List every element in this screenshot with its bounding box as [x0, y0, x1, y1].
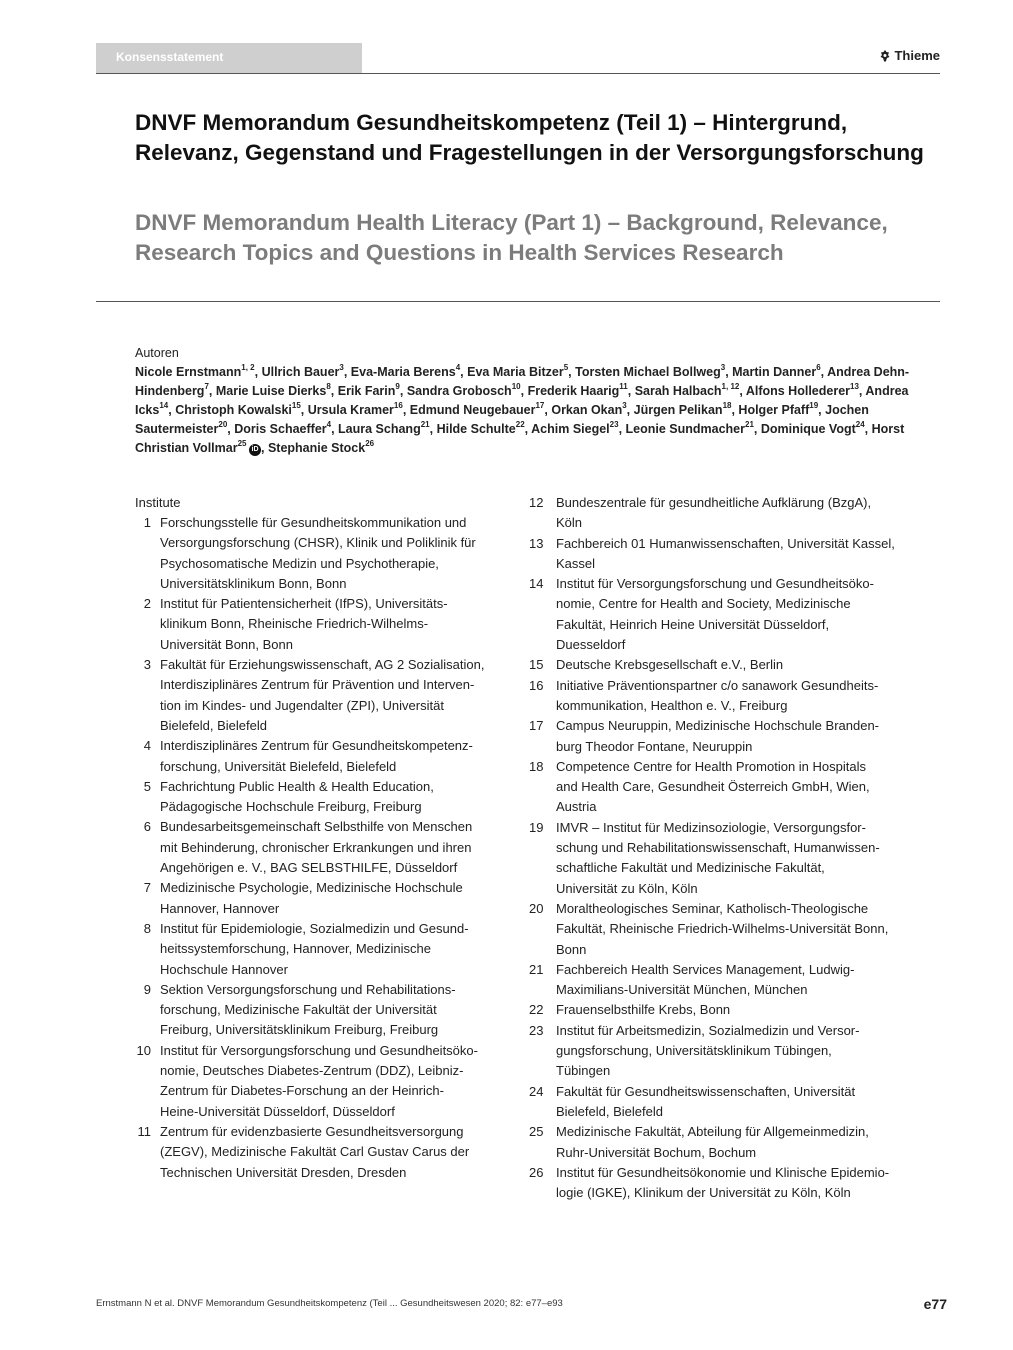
author-affiliation: 15	[291, 400, 301, 410]
institute-number: 19	[529, 819, 544, 835]
institute-item	[135, 878, 510, 919]
institute-text	[151, 513, 510, 594]
author-name: Dominique Vogt	[760, 422, 856, 436]
institute-line: Sektion Versorgungsforschung und Rehabilitations-	[160, 981, 456, 997]
institute-line: Universität Bonn, Bonn	[160, 636, 293, 652]
author-affiliation: 3	[339, 362, 344, 372]
author-name: Torsten Michael Bollweg	[575, 365, 721, 379]
author-name: Doris Schaeffer	[234, 422, 327, 436]
institute-line: Moraltheologisches Seminar, Katholisch-Theologische	[556, 900, 869, 916]
institute-line: forschung, Medizinische Fakultät der Universität	[160, 1002, 437, 1018]
section-label: Konsensstatement	[116, 50, 224, 64]
author-name: Eva-Maria Berens	[350, 365, 456, 379]
institutes-list-left	[135, 513, 510, 1183]
author-affiliation: 24	[855, 419, 865, 429]
author-affiliation: 25	[237, 438, 247, 448]
author-name: Eva Maria Bitzer	[467, 365, 564, 379]
institute-line: tion im Kindes- und Jugendalter (ZPI), Universität	[160, 697, 444, 713]
institute-item	[135, 513, 510, 594]
institute-text	[546, 1021, 909, 1082]
institute-line: Forschungsstelle für Gesundheitskommunikation und	[160, 515, 467, 530]
institute-number: 14	[529, 576, 544, 592]
institute-text	[151, 655, 510, 736]
institute-line: Interdisziplinäres Zentrum für Prävention und Interven-	[160, 677, 475, 693]
institute-number: 1	[143, 515, 151, 530]
institute-number: 23	[529, 1022, 544, 1038]
institute-number: 25	[529, 1124, 544, 1140]
institute-line: Medizinische Psychologie, Medizinische Hochschule	[160, 880, 463, 896]
institute-item	[529, 960, 909, 1001]
author-name: Erik Farin	[337, 384, 396, 398]
author-affiliation: 23	[609, 419, 619, 429]
author-affiliation: 9	[395, 381, 400, 391]
institute-line: Hannover, Hannover	[160, 900, 280, 916]
institute-text	[546, 1122, 909, 1163]
institute-line: and Health Care, Gesundheit Österreich GmbH, Wien,	[556, 779, 870, 795]
institute-line: logie (IGKE), Klinikum der Universität zu Köln, Köln	[556, 1185, 851, 1201]
institute-line: Köln	[556, 515, 583, 531]
institute-line: Fachbereich 01 Humanwissenschaften, Universität Kassel,	[556, 535, 895, 551]
institute-line: Hochschule Hannover	[160, 961, 288, 977]
institute-item	[529, 1163, 909, 1204]
author-affiliation: 21	[420, 419, 430, 429]
institute-line: Psychosomatische Medizin und Psychotherapie,	[160, 555, 439, 571]
thieme-logo-icon	[880, 50, 890, 62]
institute-text	[546, 534, 909, 575]
author-affiliation: 17	[535, 400, 545, 410]
title-rule	[96, 301, 940, 302]
institute-line: Bundeszentrale für gesundheitliche Aufklärung (BzgA),	[556, 495, 872, 510]
institute-item	[135, 736, 510, 777]
section-label-band	[96, 43, 362, 74]
author-name: Christoph Kowalski	[175, 403, 292, 417]
institute-text	[151, 1041, 510, 1122]
institute-line: Institut für Arbeitsmedizin, Sozialmedizin und Versor-	[556, 1022, 860, 1038]
footer-citation: Ernstmann N et al. DNVF Memorandum Gesundheitskompetenz (Teil ... Gesundheitswesen 2020; 82: e77–e93	[96, 1298, 563, 1309]
institute-line: Universitätsklinikum Bonn, Bonn	[160, 575, 347, 591]
institute-text	[151, 817, 510, 878]
institute-line: burg Theodor Fontane, Neuruppin	[556, 738, 753, 754]
institute-item	[529, 655, 909, 675]
institute-line: Fakultät, Rheinische Friedrich-Wilhelms-Universität Bonn,	[556, 921, 889, 937]
institute-number: 11	[137, 1123, 151, 1139]
author-name: Laura Schang	[338, 422, 421, 436]
author-name: Jürgen Pelikan	[633, 403, 723, 417]
institute-line: Maximilians-Universität München, München	[556, 982, 808, 998]
author-name: Alfons Hollederer	[745, 384, 851, 398]
institute-number: 18	[529, 758, 544, 774]
institute-item	[529, 1021, 909, 1082]
author-affiliation: 4	[326, 419, 332, 429]
institute-text	[151, 736, 510, 777]
author-name: Andrea Dehn-Hindenberg	[135, 365, 910, 398]
author-name: Holger Pfaff	[738, 403, 810, 417]
institute-line: Fachbereich Health Services Management, Ludwig-	[556, 961, 855, 977]
institute-text	[546, 493, 909, 534]
author-name: Sandra Grobosch	[406, 384, 512, 398]
institute-line: (ZEGV), Medizinische Fakultät Carl Gustav Carus der	[160, 1144, 470, 1160]
institute-number: 9	[143, 981, 151, 997]
institute-text	[151, 878, 510, 919]
institute-line: Zentrum für Diabetes-Forschung an der Heinrich-	[160, 1083, 444, 1099]
institute-line: Kassel	[556, 555, 596, 571]
institute-line: Bundesarbeitsgemeinschaft Selbsthilfe von Menschen	[160, 819, 473, 835]
author-affiliation: 8	[326, 381, 331, 391]
institute-line: Fakultät für Gesundheitswissenschaften, Universität	[556, 1083, 856, 1099]
institute-item	[135, 594, 510, 655]
institute-number: 17	[529, 718, 544, 734]
institute-line: Institut für Patientensicherheit (IfPS), Universitäts-	[160, 596, 448, 612]
institute-item	[135, 1122, 510, 1183]
institute-line: Versorgungsforschung (CHSR), Klinik und Poliklinik für	[160, 535, 476, 551]
institute-line: Bonn	[556, 941, 587, 957]
institutes-list-right	[529, 493, 909, 1203]
institute-number: 5	[143, 778, 151, 794]
author-affiliation: 3	[622, 400, 627, 410]
author-affiliation: 3	[720, 362, 726, 372]
institute-line: Institut für Versorgungsforschung und Gesundheitsöko-	[556, 576, 874, 592]
institute-line: heitssystemforschung, Hannover, Medizinische	[160, 941, 431, 957]
institute-text	[151, 777, 510, 818]
orcid-icon[interactable]: iD	[249, 444, 261, 456]
institute-item	[529, 676, 909, 717]
institute-item	[529, 716, 909, 757]
institute-text	[151, 1122, 510, 1183]
publisher-name: Thieme	[894, 48, 940, 63]
institute-line: nomie, Deutsches Diabetes-Zentrum (DDZ), Leibniz-	[160, 1063, 464, 1079]
publisher-logo	[880, 48, 940, 63]
institute-line: Bielefeld, Bielefeld	[160, 717, 267, 733]
author-affiliation: 1, 12	[721, 381, 740, 391]
institute-number: 24	[529, 1083, 544, 1099]
institute-text	[546, 1000, 909, 1020]
institutes-label: Institute	[135, 495, 181, 510]
article-title-english: DNVF Memorandum Health Literacy (Part 1) – Background, Relevance, Research Topics and Questions in Health Services Research	[135, 210, 888, 265]
institute-number: 26	[529, 1164, 544, 1180]
institute-item	[135, 1041, 510, 1122]
authors-label: Autoren	[135, 346, 179, 360]
institute-line: Campus Neuruppin, Medizinische Hochschule Branden-	[556, 718, 880, 734]
institute-number: 12	[529, 495, 544, 510]
institute-line: Initiative Präventionspartner c/o sanawork Gesundheits-	[556, 677, 879, 693]
institute-line: Bielefeld, Bielefeld	[556, 1103, 663, 1119]
institute-item	[529, 1122, 909, 1163]
institute-line: Interdisziplinäres Zentrum für Gesundheitskompetenz-	[160, 738, 473, 754]
author-affiliation: 22	[515, 419, 525, 429]
author-name: Ursula Kramer	[307, 403, 394, 417]
institute-number: 2	[143, 596, 151, 612]
author-name: Achim Siegel	[531, 422, 610, 436]
institute-text	[151, 980, 510, 1041]
author-name: Nicole Ernstmann	[135, 365, 242, 379]
institute-line: Institut für Versorgungsforschung und Gesundheitsöko-	[160, 1042, 478, 1058]
author-affiliation: 20	[218, 419, 228, 429]
institute-line: Competence Centre for Health Promotion in Hospitals	[556, 758, 866, 774]
author-affiliation: 1, 2	[241, 362, 255, 372]
institute-line: Zentrum für evidenzbasierte Gesundheitsversorgung	[160, 1123, 464, 1139]
institute-line: gungsforschung, Universitätsklinikum Tübingen,	[556, 1043, 832, 1059]
page-number: e77	[923, 1296, 947, 1312]
author-affiliation: 16	[393, 400, 403, 410]
institute-line: Ruhr-Universität Bochum, Bochum	[556, 1144, 757, 1160]
author-name: Horst Christian Vollmar	[135, 422, 905, 455]
institute-line: Angehörigen e. V., BAG SELBSTHILFE, Düsseldorf	[160, 860, 458, 876]
institute-line: schung und Rehabilitationswissenschaft, Humanwissen-	[556, 840, 880, 856]
author-name: Sarah Halbach	[634, 384, 722, 398]
institute-number: 3	[143, 657, 151, 673]
author-affiliation: 5	[563, 362, 569, 372]
institute-line: IMVR – Institut für Medizinsoziologie, Versorgungsfor-	[556, 819, 866, 835]
institute-text	[546, 655, 909, 675]
institute-number: 4	[143, 738, 151, 754]
institute-text	[151, 594, 510, 655]
institute-line: kommunikation, Healthon e. V., Freiburg	[556, 697, 788, 713]
institute-line: Universität zu Köln, Köln	[556, 880, 698, 896]
institute-line: Fakultät, Heinrich Heine Universität Düsseldorf,	[556, 616, 830, 632]
author-affiliation: 19	[809, 400, 819, 410]
institute-line: Fachrichtung Public Health & Health Education,	[160, 778, 434, 794]
institute-item	[529, 899, 909, 960]
author-name: Andrea Icks	[135, 384, 909, 417]
author-affiliation: 7	[204, 381, 209, 391]
author-affiliation: 18	[722, 400, 732, 410]
author-affiliation: 26	[365, 438, 375, 448]
institute-text	[546, 574, 909, 655]
institute-item	[529, 1082, 909, 1123]
institute-text	[546, 818, 909, 899]
author-name: Hilde Schulte	[436, 422, 516, 436]
author-affiliation: 10	[511, 381, 521, 391]
institute-line: klinikum Bonn, Rheinische Friedrich-Wilhelms-	[160, 616, 429, 632]
institute-item	[135, 980, 510, 1041]
institute-item	[529, 757, 909, 818]
author-name: Ullrich Bauer	[261, 365, 340, 379]
institute-number: 8	[143, 920, 151, 936]
institute-line: schaftliche Fakultät und Medizinische Fakultät,	[556, 860, 825, 876]
institute-item	[529, 818, 909, 899]
author-affiliation: 21	[745, 419, 754, 429]
institute-text	[151, 919, 510, 980]
header-rule	[96, 73, 940, 74]
institute-line: Heine-Universität Düsseldorf, Düsseldorf	[160, 1103, 395, 1119]
institute-text	[546, 757, 909, 818]
institute-text	[546, 960, 909, 1001]
article-title-german: DNVF Memorandum Gesundheitskompetenz (Teil 1) – Hintergrund, Relevanz, Gegenstand und Fragestellungen in der Versorgungsforschung	[135, 110, 924, 165]
institute-item	[135, 817, 510, 878]
institute-line: forschung, Universität Bielefeld, Bielefeld	[160, 758, 397, 774]
institute-item	[135, 919, 510, 980]
author-affiliation: 6	[816, 362, 821, 372]
institute-number: 21	[529, 961, 544, 977]
institute-text	[546, 1163, 909, 1204]
institute-number: 7	[143, 880, 151, 896]
institute-item	[135, 777, 510, 818]
author-affiliation: 14	[159, 400, 169, 410]
institute-line: Pädagogische Hochschule Freiburg, Freiburg	[160, 799, 422, 815]
institute-number: 15	[529, 657, 544, 673]
institute-number: 13	[529, 535, 544, 551]
institute-line: Frauenselbsthilfe Krebs, Bonn	[556, 1002, 731, 1018]
author-name: Edmund Neugebauer	[409, 403, 536, 417]
institute-line: Duesseldorf	[556, 637, 626, 653]
author-affiliation: 11	[619, 381, 628, 391]
author-name: Stephanie Stock	[267, 441, 366, 455]
institute-line: Technischen Universität Dresden, Dresden	[160, 1164, 407, 1180]
institute-line: Freiburg, Universitätsklinikum Freiburg, Freiburg	[160, 1022, 439, 1038]
institute-item	[529, 493, 909, 534]
institute-line: Institut für Gesundheitsökonomie und Klinische Epidemio-	[556, 1164, 890, 1180]
author-affiliation: 4	[455, 362, 461, 372]
institute-item	[529, 534, 909, 575]
institute-number: 6	[143, 819, 151, 835]
institute-number: 10	[136, 1042, 151, 1058]
institute-line: Tübingen	[556, 1063, 611, 1079]
institute-item	[529, 574, 909, 655]
institute-line: mit Behinderung, chronischer Erkrankungen und ihren	[160, 839, 472, 855]
institute-item	[135, 655, 510, 736]
author-name: Leonie Sundmacher	[625, 422, 745, 436]
institute-text	[546, 899, 909, 960]
institute-number: 16	[529, 677, 544, 693]
institute-text	[546, 1082, 909, 1123]
author-list: Nicole Ernstmann$^{1, 2}$, Ullrich Bauer$^3$, Eva-Maria Berens$^4$, Eva Maria Bitzer$^5$, Torsten Michael Bollweg$^3$, Martin Danner$^6$, Andrea Dehn-Hindenberg$^7$, Marie Luise Dierks$^8$, Erik Farin$^9$, Sandra Grobosch$^{10}$, Frederik Haarig$^{11}$, Sarah Halbach$^{1, 12}$, Alfons Hollederer$^{13}$, Andrea Icks$^{14}$, Christoph Kowalski$^{15}$, Ursula Kramer$^{16}$, Edmund Neugebauer$^{17}$, Orkan Okan$^3$, Jürgen Pelikan$^{18}$, Holger Pfaff$^{19}$, Jochen Sautermeister$^{20}$, Doris Schaeffer$^4$, Laura Schang$^{21}$, Hilde Schulte$^{22}$, Achim Siegel$^{23}$, Leonie Sundmacher$^{21}$, Dominique Vogt$^{24}$, Horst Christian Vollmar$^{25}$ iD , Stephanie Stock$^{26}$	[135, 362, 910, 455]
institute-number: 20	[529, 900, 544, 916]
institute-item	[529, 1000, 909, 1020]
institute-number: 22	[529, 1002, 544, 1018]
institute-text	[546, 676, 909, 717]
author-name: Marie Luise Dierks	[215, 384, 327, 398]
institute-line: Medizinische Fakultät, Abteilung für Allgemeinmedizin,	[556, 1124, 869, 1140]
institute-text	[546, 716, 909, 757]
institute-line: Fakultät für Erziehungswissenschaft, AG 2 Sozialisation,	[160, 657, 485, 673]
institute-line: Austria	[556, 799, 597, 815]
institute-line: nomie, Centre for Health and Society, Medizinische	[556, 596, 851, 612]
author-name: Orkan Okan	[551, 403, 623, 417]
author-name: Frederik Haarig	[527, 384, 620, 398]
institute-line: Deutsche Krebsgesellschaft e.V., Berlin	[556, 657, 784, 673]
author-affiliation: 13	[850, 381, 859, 391]
author-name: Jochen Sautermeister	[135, 403, 869, 436]
author-name: Martin Danner	[732, 365, 817, 379]
institute-line: Institut für Epidemiologie, Sozialmedizin und Gesund-	[160, 920, 469, 936]
